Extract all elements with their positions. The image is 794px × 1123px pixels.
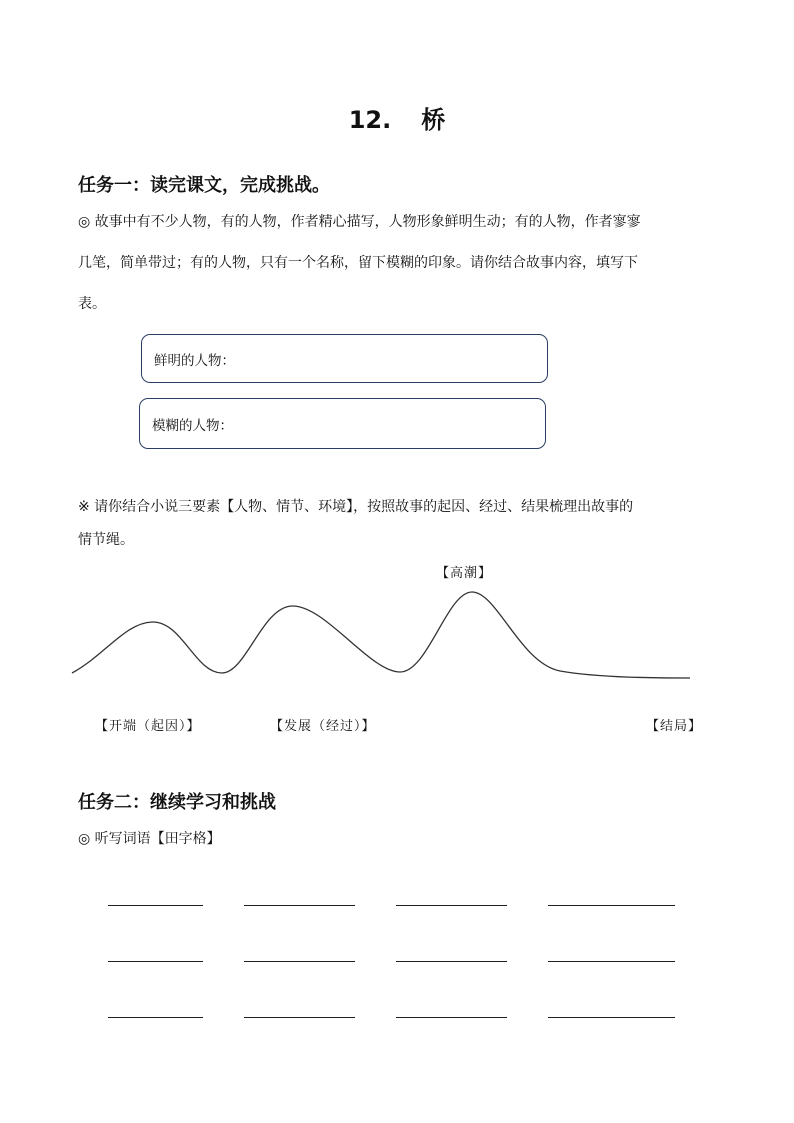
blank-line[interactable]: [396, 961, 507, 962]
blank-line[interactable]: [244, 905, 355, 906]
task1-intro-line1: ◎ 故事中有不少人物，有的人物，作者精心描写，人物形象鲜明生动；有的人物，作者寥寥: [78, 214, 641, 230]
vivid-characters-box[interactable]: [141, 334, 548, 383]
vague-characters-label: 模糊的人物：: [152, 417, 233, 434]
page-title: [0, 100, 794, 135]
label-opening: 【开端（起因）】: [95, 719, 201, 734]
task1-heading: 任务一：读完课文，完成挑战。: [78, 175, 330, 196]
label-climax: 【高潮】: [436, 566, 493, 581]
blank-line[interactable]: [396, 1017, 507, 1018]
label-development: 【发展（经过）】: [270, 719, 376, 734]
title-text: 桥: [421, 106, 446, 134]
plot-instruction-line1: ※ 请你结合小说三要素【人物、情节、环境】，按照故事的起因、经过、结果梳理出故事的: [78, 499, 634, 515]
blank-line[interactable]: [108, 1017, 203, 1018]
task1-intro-line2: 几笔，简单带过；有的人物，只有一个名称，留下模糊的印象。请你结合故事内容，填写下: [78, 255, 638, 271]
task1-intro-line3: 表。: [78, 296, 106, 312]
blank-line[interactable]: [396, 905, 507, 906]
blank-line[interactable]: [108, 961, 203, 962]
blank-line[interactable]: [548, 961, 675, 962]
blank-line[interactable]: [108, 905, 203, 906]
plot-rope-curve: [0, 585, 794, 685]
task2-heading: 任务二：继续学习和挑战: [78, 792, 276, 813]
plot-rope-path: [72, 592, 690, 678]
vague-characters-box[interactable]: [139, 398, 546, 449]
blank-line[interactable]: [548, 905, 675, 906]
blank-line[interactable]: [244, 1017, 355, 1018]
plot-instruction-line2: 情节绳。: [78, 532, 134, 548]
title-number: 12.: [348, 106, 392, 134]
label-ending: 【结局】: [646, 719, 703, 734]
blank-line[interactable]: [244, 961, 355, 962]
vivid-characters-label: 鲜明的人物：: [154, 352, 235, 369]
dictation-instruction: ◎ 听写词语【田字格】: [78, 831, 221, 847]
blank-line[interactable]: [548, 1017, 675, 1018]
